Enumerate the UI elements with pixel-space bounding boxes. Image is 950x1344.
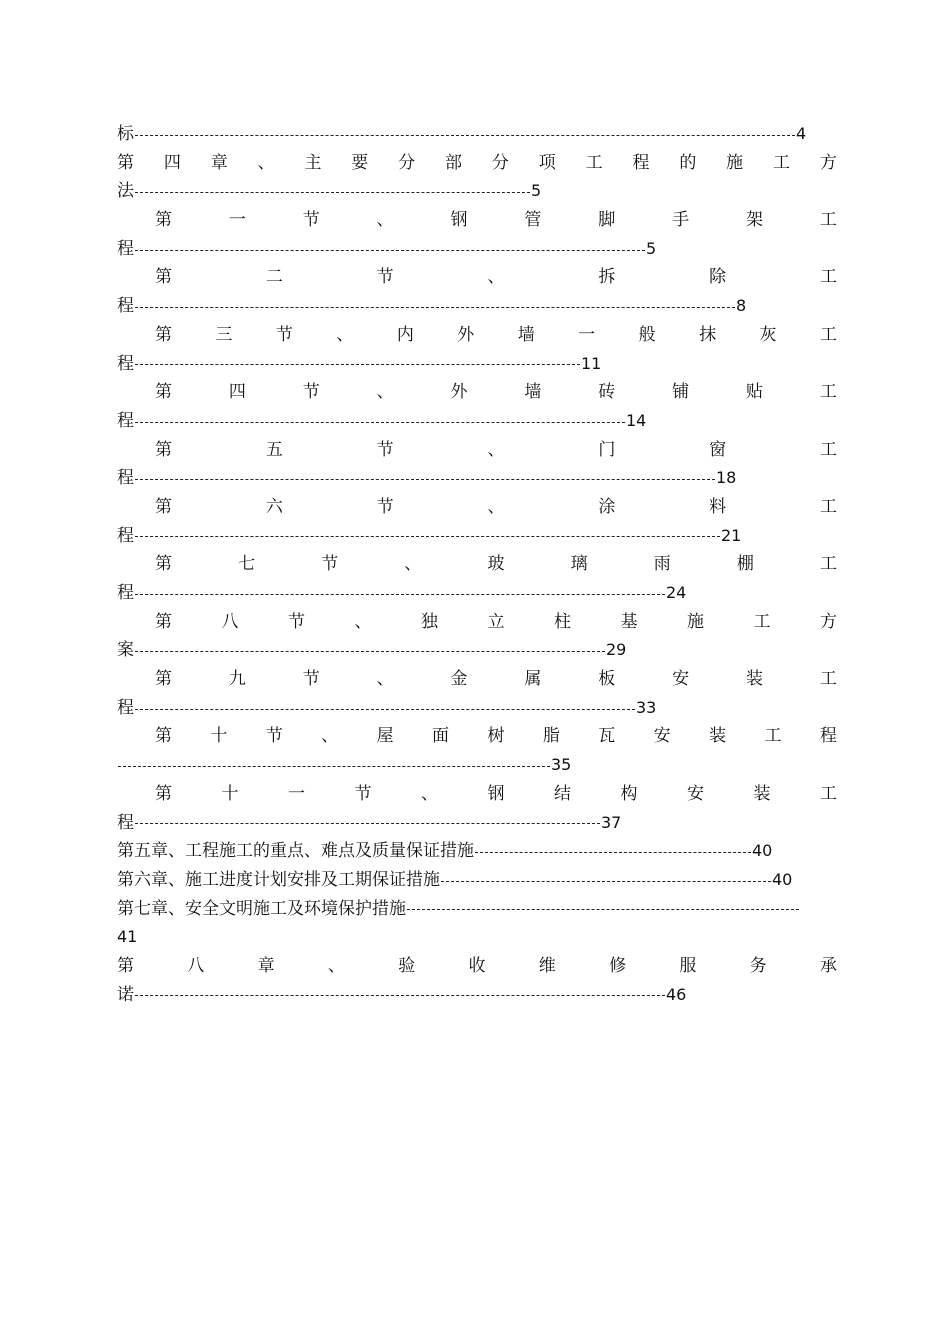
toc-char: 门 <box>598 439 616 460</box>
toc-char: 第 <box>155 210 172 231</box>
toc-char: 节 <box>321 554 339 575</box>
toc-char: 、 <box>487 496 505 517</box>
toc-line-s9-tail <box>117 694 837 723</box>
toc-char: 工 <box>820 554 837 575</box>
toc-char: 维 <box>538 955 556 976</box>
toc-char: 二 <box>265 267 283 288</box>
leader-dashes <box>135 192 530 193</box>
toc-entry-tail: 法 <box>117 181 134 202</box>
toc-char: 砖 <box>598 382 616 403</box>
toc-char: 的 <box>679 152 697 173</box>
toc-char: 、 <box>327 955 345 976</box>
toc-char: 手 <box>672 210 690 231</box>
toc-line-ch6 <box>117 866 837 895</box>
page-number: 46 <box>666 984 687 1004</box>
toc-char: 除 <box>709 267 727 288</box>
toc-line-ch4 <box>117 149 837 178</box>
toc-char: 料 <box>709 496 727 517</box>
leader-dashes <box>135 364 580 365</box>
page-number: 35 <box>551 755 572 775</box>
toc-char: 九 <box>228 669 246 690</box>
toc-char: 装 <box>753 783 771 804</box>
page-number: 5 <box>646 238 657 258</box>
toc-line-s6 <box>117 493 837 522</box>
toc-char: 项 <box>538 152 556 173</box>
toc-char: 基 <box>620 611 638 632</box>
toc-char: 般 <box>638 324 656 345</box>
toc-line-s11 <box>117 780 837 809</box>
toc-char: 涂 <box>598 496 616 517</box>
toc-char: 、 <box>376 210 394 231</box>
toc-char: 钢 <box>450 210 468 231</box>
page-number: 29 <box>606 640 627 660</box>
toc-char: 钢 <box>487 783 505 804</box>
toc-char: 属 <box>524 669 542 690</box>
page-number: 24 <box>666 583 687 602</box>
toc-char: 工 <box>819 382 837 403</box>
toc-char: 一 <box>228 210 246 231</box>
toc-char: 墙 <box>517 324 535 345</box>
toc-char: 树 <box>487 726 505 747</box>
toc-char: 管 <box>524 210 542 231</box>
toc-char: 节 <box>354 783 372 804</box>
toc-char: 板 <box>598 669 616 690</box>
toc-char: 工 <box>819 324 837 345</box>
leader-dashes <box>135 651 605 652</box>
toc-char: 金 <box>450 669 468 690</box>
toc-line-prev-tail <box>117 120 837 149</box>
toc-line-s7-tail <box>117 579 837 608</box>
toc-line-s4-tail <box>117 407 837 436</box>
page-number: 5 <box>531 181 542 201</box>
page-number: 40 <box>772 869 793 889</box>
toc-char: 、 <box>404 554 422 575</box>
toc-char: 第 <box>155 554 172 575</box>
toc-char: 瓦 <box>598 726 616 747</box>
page-number: 8 <box>736 296 747 316</box>
toc-char: 程 <box>632 152 650 173</box>
toc-char: 一 <box>578 324 596 345</box>
toc-char: 拆 <box>598 267 616 288</box>
page-number: 21 <box>721 525 742 545</box>
toc-entry-tail: 程 <box>117 468 134 489</box>
toc-char: 第 <box>155 496 172 517</box>
toc-entry-tail: 诺 <box>117 984 134 1005</box>
toc-char: 节 <box>302 210 320 231</box>
toc-char: 八 <box>221 611 239 632</box>
toc-char: 工 <box>764 726 782 747</box>
toc-line-ch8-tail <box>117 981 837 1010</box>
toc-char: 章 <box>257 955 275 976</box>
toc-char: 十 <box>221 783 239 804</box>
leader-dashes <box>135 479 715 480</box>
page-number: 14 <box>626 410 647 430</box>
toc-char: 施 <box>726 152 744 173</box>
toc-line-s6-tail <box>117 522 837 551</box>
toc-char: 抹 <box>699 324 717 345</box>
toc-char: 程 <box>819 726 837 747</box>
toc-char: 验 <box>398 955 416 976</box>
toc-char: 要 <box>351 152 369 173</box>
toc-char: 、 <box>376 382 394 403</box>
chapter-title: 第五章、工程施工的重点、难点及质量保证措施 <box>117 841 474 862</box>
toc-char: 四 <box>228 382 246 403</box>
toc-char: 、 <box>257 152 275 173</box>
chapter-title: 第七章、安全文明施工及环境保护措施 <box>117 898 406 919</box>
toc-line-ch7-page <box>117 923 837 952</box>
toc-entry-tail: 程 <box>117 812 134 833</box>
toc-char: 四 <box>163 152 181 173</box>
toc-line-s10 <box>117 722 837 751</box>
toc-line-s9 <box>117 665 837 694</box>
toc-line-s5-tail <box>117 464 837 493</box>
toc-char: 灰 <box>759 324 777 345</box>
toc-char: 、 <box>321 726 339 747</box>
toc-line-s5 <box>117 436 837 465</box>
toc-line-s2-tail <box>117 292 837 321</box>
toc-entry-tail: 程 <box>117 296 134 317</box>
toc-entry-tail: 程 <box>117 583 134 603</box>
toc-char: 璃 <box>570 554 588 575</box>
toc-char: 第 <box>117 955 134 976</box>
toc-char: 章 <box>210 152 228 173</box>
toc-char: 修 <box>609 955 627 976</box>
toc-char: 方 <box>819 152 837 173</box>
toc-line-s3 <box>117 321 837 350</box>
toc-char: 安 <box>672 669 690 690</box>
toc-char: 节 <box>376 267 394 288</box>
toc-char: 三 <box>215 324 233 345</box>
leader-dashes <box>135 422 625 423</box>
toc-char: 工 <box>753 611 771 632</box>
toc-char: 安 <box>687 783 704 804</box>
toc-char: 工 <box>773 152 791 173</box>
toc-line-s11-tail <box>117 809 837 838</box>
toc-char: 务 <box>749 955 767 976</box>
toc-char: 脚 <box>598 210 616 231</box>
toc-char: 铺 <box>672 382 690 403</box>
toc-line-ch8 <box>117 952 837 981</box>
leader-dashes <box>135 995 665 996</box>
toc-char: 节 <box>376 496 394 517</box>
toc-char: 工 <box>585 152 603 173</box>
toc-entry-tail: 程 <box>117 525 134 546</box>
toc-entry-tail: 案 <box>117 640 134 661</box>
page-number: 11 <box>581 353 602 373</box>
toc-char: 工 <box>819 267 837 288</box>
toc-char: 施 <box>687 611 704 632</box>
toc-char: 部 <box>445 152 463 173</box>
toc-char: 、 <box>376 669 394 690</box>
toc-char: 、 <box>421 783 438 804</box>
toc-char: 第 <box>155 324 172 345</box>
toc-char: 棚 <box>736 554 754 575</box>
toc-char: 构 <box>620 783 638 804</box>
page-number: 33 <box>636 697 657 717</box>
leader-dashes <box>135 594 665 595</box>
toc-line-ch4-tail <box>117 177 837 206</box>
toc-char: 、 <box>354 611 372 632</box>
table-of-contents <box>117 120 837 1009</box>
toc-char: 架 <box>746 210 763 231</box>
leader-dashes <box>407 909 799 910</box>
toc-char: 脂 <box>542 726 560 747</box>
toc-line-s10-tail <box>117 751 837 780</box>
page-number: 40 <box>752 841 773 861</box>
leader-dashes <box>135 307 735 308</box>
toc-line-s4 <box>117 378 837 407</box>
toc-char: 第 <box>117 152 134 173</box>
toc-char: 柱 <box>554 611 571 632</box>
toc-char: 七 <box>238 554 256 575</box>
toc-line-ch5 <box>117 837 837 866</box>
leader-dashes <box>135 709 635 710</box>
leader-dashes <box>135 135 795 136</box>
toc-line-s2 <box>117 263 837 292</box>
toc-char: 分 <box>491 152 509 173</box>
toc-line-s1 <box>117 206 837 235</box>
toc-char: 装 <box>746 669 763 690</box>
toc-char: 工 <box>820 783 837 804</box>
toc-entry-tail: 程 <box>117 410 134 431</box>
toc-char: 第 <box>155 783 172 804</box>
toc-char: 工 <box>819 496 837 517</box>
leader-dashes <box>118 766 550 767</box>
toc-char: 装 <box>709 726 727 747</box>
toc-line-s1-tail <box>117 235 837 264</box>
toc-char: 第 <box>155 669 172 690</box>
leader-dashes <box>135 536 720 537</box>
leader-dashes <box>135 250 645 251</box>
toc-char: 第 <box>155 382 172 403</box>
toc-char: 节 <box>288 611 305 632</box>
toc-char: 六 <box>265 496 283 517</box>
leader-dashes <box>475 852 751 853</box>
toc-char: 工 <box>819 439 837 460</box>
toc-char: 第 <box>155 726 172 747</box>
toc-char: 五 <box>265 439 283 460</box>
toc-char: 内 <box>396 324 414 345</box>
toc-char: 分 <box>398 152 416 173</box>
toc-char: 、 <box>487 267 505 288</box>
toc-char: 独 <box>421 611 438 632</box>
page-number: 37 <box>601 812 622 832</box>
toc-entry-tail: 标 <box>117 124 134 144</box>
toc-char: 墙 <box>524 382 542 403</box>
toc-char: 玻 <box>487 554 505 575</box>
toc-char: 收 <box>468 955 486 976</box>
page-number: 4 <box>796 124 807 143</box>
toc-entry-tail: 程 <box>117 353 134 374</box>
toc-char: 工 <box>819 669 837 690</box>
toc-char: 一 <box>288 783 305 804</box>
toc-char: 节 <box>376 439 394 460</box>
toc-line-s7 <box>117 550 837 579</box>
toc-char: 屋 <box>376 726 394 747</box>
toc-char: 窗 <box>709 439 727 460</box>
toc-char: 雨 <box>653 554 671 575</box>
toc-char: 第 <box>155 439 172 460</box>
chapter-title: 第六章、施工进度计划安排及工期保证措施 <box>117 869 440 890</box>
toc-char: 承 <box>819 955 837 976</box>
toc-char: 节 <box>302 669 320 690</box>
toc-char: 节 <box>265 726 283 747</box>
toc-char: 节 <box>302 382 320 403</box>
toc-char: 主 <box>304 152 322 173</box>
toc-char: 结 <box>554 783 571 804</box>
toc-line-s8-tail <box>117 636 837 665</box>
toc-char: 面 <box>432 726 450 747</box>
toc-char: 立 <box>487 611 505 632</box>
toc-entry-tail: 程 <box>117 697 134 718</box>
toc-char: 第 <box>155 267 172 288</box>
toc-char: 八 <box>187 955 205 976</box>
toc-char: 第 <box>155 611 172 632</box>
toc-char: 贴 <box>746 382 763 403</box>
toc-char: 外 <box>450 382 468 403</box>
toc-char: 节 <box>275 324 293 345</box>
toc-line-ch7 <box>117 895 837 924</box>
toc-char: 外 <box>457 324 475 345</box>
toc-char: 工 <box>819 210 837 231</box>
toc-line-s3-tail <box>117 350 837 379</box>
leader-dashes <box>441 881 771 882</box>
toc-char: 、 <box>336 324 354 345</box>
toc-char: 、 <box>487 439 505 460</box>
toc-entry-tail: 程 <box>117 238 134 259</box>
toc-char: 方 <box>820 611 837 632</box>
leader-dashes <box>135 823 600 824</box>
page-number: 18 <box>716 468 737 488</box>
toc-char: 安 <box>653 726 671 747</box>
toc-char: 十 <box>210 726 228 747</box>
toc-line-s8 <box>117 608 837 637</box>
toc-char: 服 <box>679 955 697 976</box>
page-number: 41 <box>117 927 138 947</box>
